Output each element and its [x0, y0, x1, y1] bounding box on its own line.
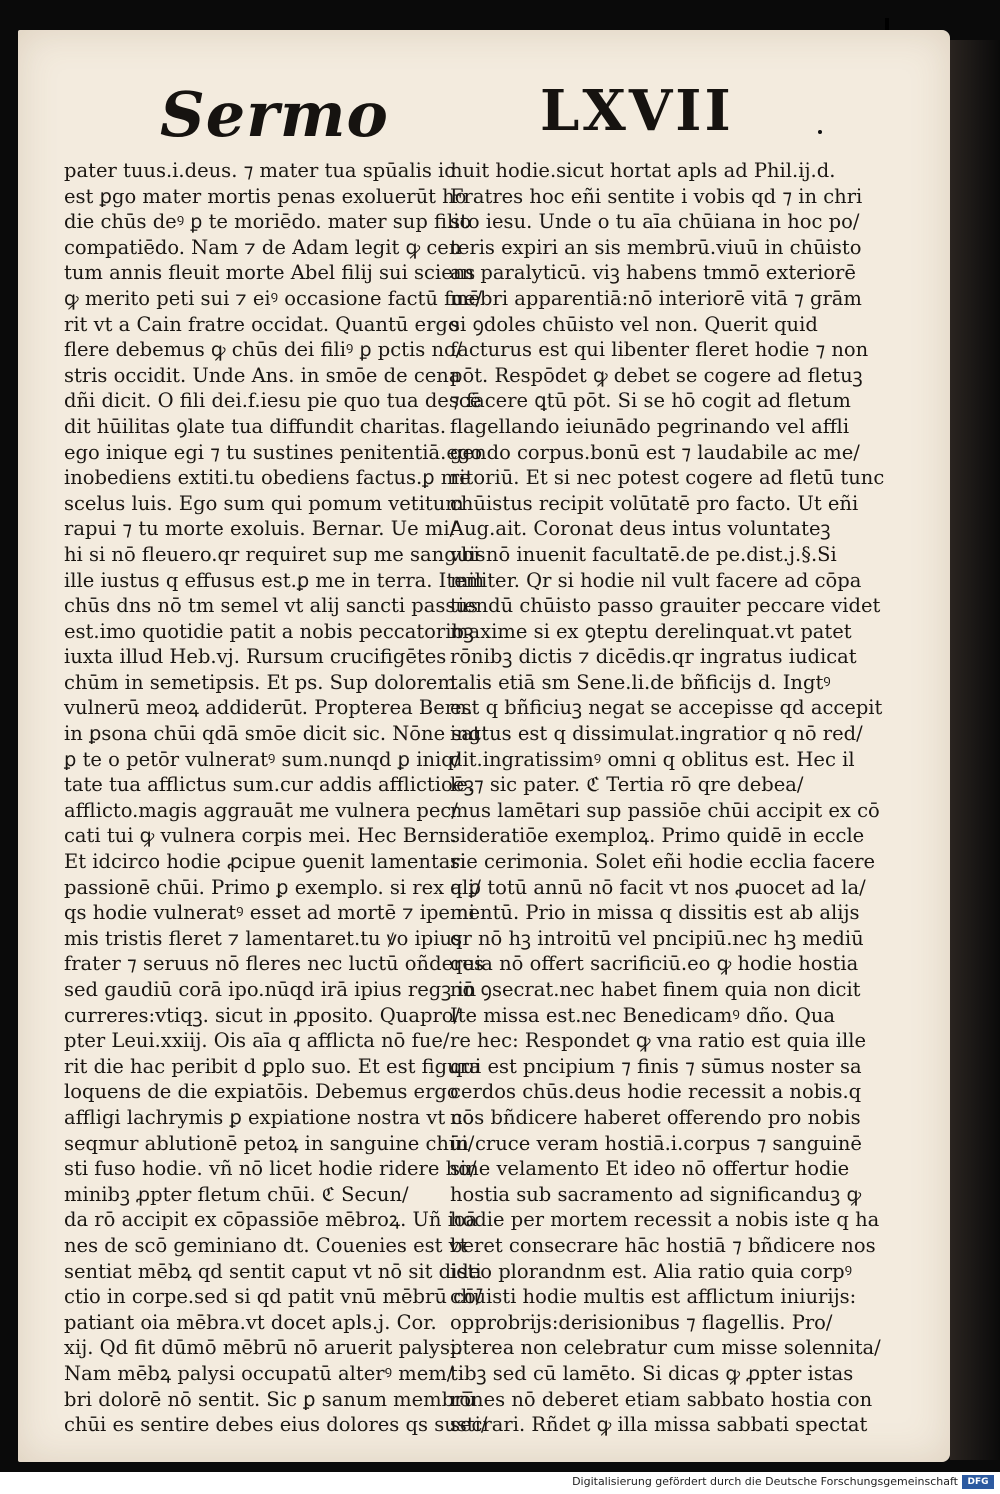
text-line: nes de scō geminiano dt. Couenies est vt [64, 1233, 468, 1257]
text-line: rit die hac peribit d ꝑplo suo. Et est figura [64, 1054, 481, 1078]
text-line: ille iustus q effusus est.ꝑ me in terra. Item [64, 568, 485, 592]
text-line: teris expiri an sis membrū.viuū in chūisto [450, 235, 862, 259]
text-line: dit hūilitas ꝯlate tua diffundit charitas. [64, 414, 447, 438]
text-line: sine velamento Et ideo nō offertur hodie [450, 1157, 850, 1181]
text-line: ingtus est q dissimulat.ingratior q nō red/ [450, 722, 863, 746]
text-line: loquens de die expiatōis. Debemus ergo [64, 1080, 459, 1104]
text-line: pter Leui.xxiij. Ois aīa q afflicta nō fue/ [64, 1029, 450, 1053]
text-line: maxime si ex ꝯteptu derelinquat.vt patet [450, 619, 852, 643]
text-line: cati tui ꝙ vulnera corpis mei. Hec Bern. [64, 824, 457, 848]
text-line: secrari. Rñdet ꝙ illa missa sabbati spectat [450, 1413, 868, 1437]
corner-mark [885, 18, 889, 30]
text-line: sentiat mēbꝝ qd sentit caput vt nō sit disti [64, 1259, 482, 1283]
text-line: opprobrijs:derisionibus ⁊ flagellis. Pro/ [450, 1310, 833, 1334]
text-line: sideratiōe exemploꝝ. Primo quidē in eccle [450, 824, 865, 848]
text-line: inobediens extiti.tu obediens factus.ꝑ me [64, 466, 471, 490]
text-line: vbi nō inuenit facultatē.de pe.dist.j.§.Si [450, 542, 837, 566]
text-column-left [64, 158, 488, 1438]
text-line: nō ꝯsecrat.nec habet finem quia non dicit [450, 978, 861, 1001]
text-line: xij. Qd fit dūmō mēbrū nō aruerit palysi. [64, 1336, 463, 1360]
text-line: compatiēdo. Nam ⁊ de Adam legit ꝙ cen [64, 235, 462, 259]
text-line: sti fuso hodie. vñ nō licet hodie ridere ho/ [64, 1157, 477, 1181]
text-line: tiendū chūisto passo grauiter peccare videt [450, 594, 881, 618]
text-line: rōnibꝫ dictis ⁊ dicēdis.qr ingratus iudicat [450, 645, 857, 669]
text-line: est q bñficiuꝫ negat se accepisse qd accepit [450, 696, 883, 720]
text-line: re hec: Respondet ꝙ vna ratio est quia ille [450, 1029, 867, 1053]
funding-credit: Digitalisierung gefördert durch die Deutsche Forschungsgemeinschaft [572, 1475, 958, 1488]
text-line: vulnerū meoꝝ addiderūt. Propterea Bern. [64, 696, 473, 720]
text-column-right [450, 158, 885, 1438]
text-line: da rō accipit ex cōpassiōe mēbroꝝ. Uñ ioā [64, 1208, 478, 1232]
text-line: tate tua afflictus sum.cur addis afflictioēꝫ [64, 773, 475, 797]
text-line: flere debemus ꝙ chūs dei filiꝰ ꝑ pctis no/ [64, 338, 463, 362]
text-line: ritoriū. Et si nec potest cogere ad fletū tunc [450, 466, 885, 490]
text-line: facturus est qui libenter fleret hodie ⁊ non [450, 338, 869, 362]
text-line: scelus luis. Ego sum qui pomum vetitum [64, 491, 464, 515]
text-line: hostia sub sacramento ad significanduꝫ ꝙ [450, 1182, 862, 1206]
text-line: chūm in semetipsis. Et ps. Sup dolorem [64, 670, 456, 694]
text-line: ideo plorandnm est. Alia ratio quia corpꝰ [450, 1259, 853, 1283]
text-line: sed gaudiū corā ipo.nūqd irā ipius regꝫ in [64, 978, 477, 1001]
text-line: ego inique egi ⁊ tu sustines penitentiā.ego [64, 440, 483, 464]
text-line: nuit hodie.sicut hortat apls ad Phil.ij.d. [450, 159, 836, 182]
text-line: pterea non celebratur cum misse solennita/ [450, 1336, 881, 1360]
text-line: chūi es sentire debes eius dolores qs susti/ [64, 1413, 488, 1437]
text-line: ⁊ facere ꝗtū pōt. Si se hō cogit ad fletum [450, 389, 851, 413]
text-line: bri dolorē nō sentit. Sic ꝑ sanum membrū [64, 1387, 477, 1411]
text-line: gendo corpus.bonū est ⁊ laudabile ac me/ [450, 440, 860, 464]
text-line: curreres:vtiqꝫ. sicut in ꝓposito. Quapro/ [64, 1003, 461, 1027]
text-line: in cruce veram hostiā.i.corpus ⁊ sanguinē [450, 1131, 862, 1155]
text-line: cerdos chūs.deus hodie recessit a nobis.q [450, 1080, 862, 1104]
text-line: die chūs deꝰ ꝑ te moriēdo. mater sup filio [64, 210, 472, 234]
text-line: Et idcirco hodie ꝓcipue ꝯuenit lamentari [64, 850, 466, 874]
text-line: pater tuus.i.deus. ⁊ mater tua spūalis id [64, 159, 457, 182]
text-line: chūistus recipit volūtatē pro facto. Ut eñi [450, 491, 859, 515]
footer-bar [0, 1472, 1000, 1494]
text-line: chūisti hodie multis est afflictum iniurijs: [450, 1285, 857, 1309]
text-line: minibꝫ ꝓpter fletum chūi. ℭ Secun/ [64, 1182, 409, 1206]
text-line: stris occidit. Unde Ans. in smōe de cena [64, 363, 461, 387]
text-line: qui est pncipium ⁊ finis ⁊ sūmus noster sa [450, 1054, 862, 1078]
text-line: pōt. Respōdet ꝙ debet se cogere ad fletuꝫ [450, 363, 863, 387]
text-line: chūs dns nō tm semel vt alij sancti passus [64, 594, 478, 618]
text-line: mentū. Prio in missa q dissitis est ab alijs [450, 901, 860, 925]
text-line: iuxta illud Heb.vj. Rursum crucifigētes [64, 645, 447, 669]
text-line: q ꝑ totū annū nō facit vt nos ꝓuocet ad la/ [450, 875, 866, 899]
text-line: affligi lachrymis ꝑ expiatione nostra vt cō [64, 1105, 475, 1129]
text-line: hodie per mortem recessit a nobis iste q ha [450, 1208, 880, 1232]
text-line: mus lamētari sup passiōe chūi accipit ex cō [450, 798, 880, 822]
text-line: afflicto.magis aggrauāt me vulnera pec/ [64, 798, 458, 822]
text-line: sto iesu. Unde o tu aīa chūiana in hoc po/ [450, 210, 860, 234]
text-line: dit.ingratissimꝰ omni q oblitus est. Hec il [450, 747, 855, 771]
text-line: hi si nō fleuero.qr requiret sup me sanguis [64, 542, 486, 566]
text-line: patiant oia mēbra.vt docet apls.j. Cor. [64, 1310, 437, 1334]
text-line: talis etiā sm Sene.li.de bñficijs d. Ingtꝰ [450, 670, 831, 694]
text-line: si ꝯdoles chūisto vel non. Querit quid [450, 312, 818, 336]
text-line: Fratres hoc eñi sentite i vobis qd ⁊ in chri [450, 184, 863, 208]
text-line: Aug.ait. Coronat deus intus voluntateꝫ [450, 517, 831, 541]
text-line: tibꝫ sed cū lamēto. Si dicas ꝙ ꝓpter istas [450, 1361, 854, 1385]
text-line: passionē chūi. Primo ꝑ exemplo. si rex ali/ [64, 875, 482, 899]
text-line: Nam mēbꝝ palysi occupatū alterꝰ mem/ [64, 1361, 454, 1385]
running-head-left: Sermo [160, 78, 389, 151]
text-line: flagellando ieiunādo pegrinando vel affli [450, 414, 850, 438]
running-head-right: LXVII [540, 78, 734, 144]
text-line: ꝑ te o petōr vulneratꝰ sum.nunqd ꝑ iniq/ [64, 747, 461, 771]
gutter-shadow [950, 40, 1000, 1460]
text-line: nos bñdicere haberet offerendo pro nobis [450, 1105, 861, 1129]
text-line: militer. Qr si hodie nil vult facere ad cōpa [450, 568, 862, 592]
text-line: an paralyticū. viꝫ habens tmmō exteriorē [450, 261, 856, 285]
text-line: le.⁊ sic pater. ℭ Tertia rō qre debea/ [450, 773, 804, 797]
text-line: frater ⁊ seruus nō fleres nec luctū oñderes [64, 952, 484, 976]
text-line: ctio in corpe.sed si qd patit vnū mēbrū cō/ [64, 1285, 483, 1309]
text-line: qr nō hꝫ introitū vel pncipiū.nec hꝫ mediū [450, 926, 864, 950]
text-line: seqmur ablutionē petoꝝ in sanguine chūi/ [64, 1131, 475, 1155]
text-line: Ite missa est.nec Benedicamꝰ dño. Qua [450, 1003, 836, 1027]
text-line: est.imo quotidie patit a nobis peccatoribꝫ [64, 619, 474, 643]
text-line: rit vt a Cain fratre occidat. Quantū ergo [64, 312, 460, 336]
text-line: rōnes nō deberet etiam sabbato hostia con [450, 1387, 873, 1411]
dfg-logo: DFG [962, 1475, 994, 1489]
margin-mark [818, 130, 822, 134]
text-line: mis tristis fleret ⁊ lamentaret.tu ꝟo ipius [64, 926, 463, 950]
text-line: beret consecrare hāc hostiā ⁊ bñdicere nos [450, 1233, 876, 1257]
text-line: ꝙ merito peti sui ⁊ eiꝰ occasione factū fue/ [64, 286, 483, 310]
text-line: sie cerimonia. Solet eñi hodie ecclia facere [450, 850, 876, 874]
text-line: rapui ⁊ tu morte exoluis. Bernar. Ue mi/ [64, 517, 457, 541]
text-line: quia nō offert sacrificiū.eo ꝙ hodie hostia [450, 952, 859, 976]
text-line: qs hodie vulneratꝰ esset ad mortē ⁊ ipe ni [64, 901, 475, 925]
text-line: mēbri apparentiā:nō interiorē vitā ⁊ grām [450, 286, 862, 310]
text-line: dñi dicit. O fili dei.f.iesu pie quo tua descē [64, 389, 482, 413]
text-line: est ꝑgo mater mortis penas exoluerūt ho [64, 184, 467, 208]
text-line: tum annis fleuit morte Abel filij sui sciens [64, 261, 476, 285]
text-line: in ꝑsona chūi qdā smōe dicit sic. Nōne sat [64, 722, 481, 746]
